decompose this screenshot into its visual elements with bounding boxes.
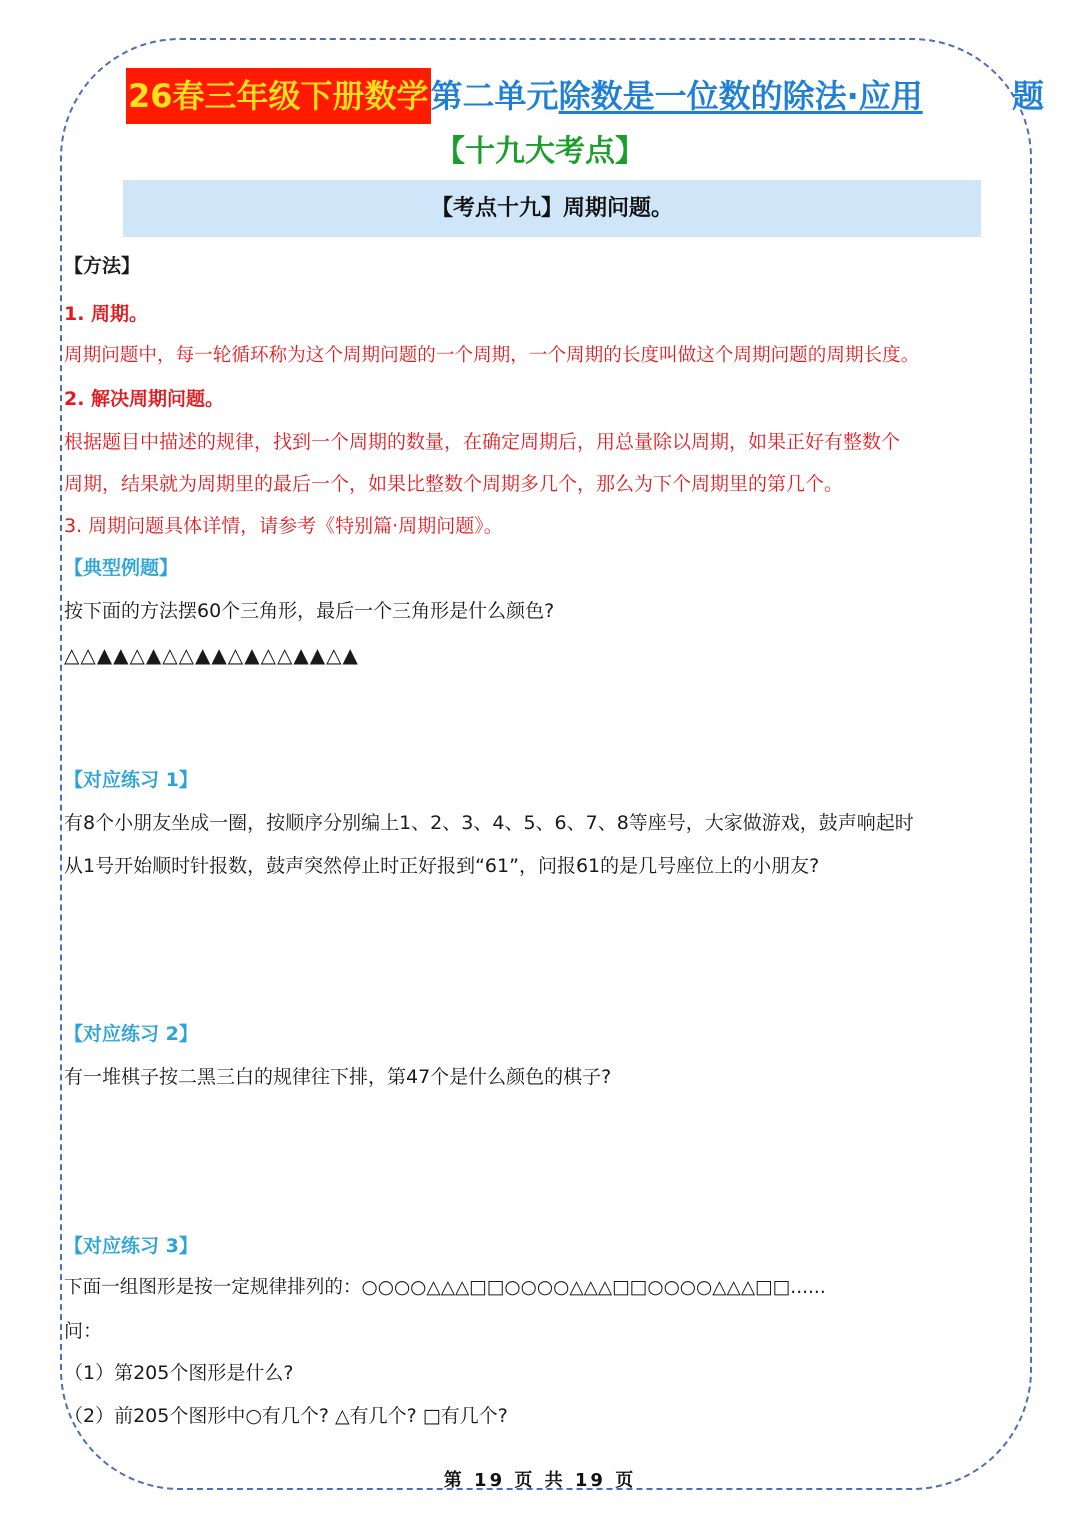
title-unit: 第二单元 xyxy=(430,77,559,115)
method-heading: 【方法】 xyxy=(64,255,141,277)
topic-banner: 【考点十九】周期问题。 xyxy=(123,180,981,237)
page-title xyxy=(126,68,1050,124)
method-item1-title: 1. 周期。 xyxy=(64,303,149,325)
practice3-q1: （1）第205个图形是什么? xyxy=(64,1362,294,1384)
practice3-line2: 问： xyxy=(64,1320,103,1342)
triangle-pattern: △△▲▲△▲△△▲▲△▲△△▲▲△▲ xyxy=(64,643,359,667)
example-question: 按下面的方法摆60个三角形，最后一个三角形是什么颜色? xyxy=(64,600,555,622)
title-end: 题 xyxy=(1011,77,1044,115)
subtitle: 【十九大考点】 xyxy=(435,134,645,169)
practice3-heading: 【对应练习 3】 xyxy=(64,1235,198,1257)
method-item2-text-line1: 根据题目中描述的规律，找到一个周期的数量，在确定周期后，用总量除以周期，如果正好有整数个 xyxy=(64,431,901,453)
title-grade: 26春三年级下册数学 xyxy=(126,68,431,124)
method-item2-text-line2: 周期，结果就为周期里的最后一个，如果比整数个周期多几个，那么为下个周期里的第几个。 xyxy=(64,473,844,495)
practice2-heading: 【对应练习 2】 xyxy=(64,1023,198,1045)
title-topic: 除数是一位数的除法·应用 xyxy=(558,77,923,115)
page-number: 第 19 页 共 19 页 xyxy=(443,1470,637,1491)
practice1-heading: 【对应练习 1】 xyxy=(64,769,198,791)
practice1-line2: 从1号开始顺时针报数，鼓声突然停止时正好报到“61”，问报61的是几号座位上的小朋友? xyxy=(64,855,820,877)
example-heading: 【典型例题】 xyxy=(64,557,179,579)
practice2-line1: 有一堆棋子按二黑三白的规律往下排，第47个是什么颜色的棋子? xyxy=(64,1066,612,1088)
practice3-line1: 下面一组图形是按一定规律排列的：○○○○△△△□□○○○○△△△□□○○○○△△△□□...... xyxy=(64,1277,826,1298)
method-item1-text: 周期问题中，每一轮循环称为这个周期问题的一个周期，一个周期的长度叫做这个周期问题的周期长度。 xyxy=(64,345,920,366)
method-item3: 3. 周期问题具体详情，请参考《特别篇·周期问题》。 xyxy=(64,515,503,537)
practice1-line1: 有8个小朋友坐成一圈，按顺序分别编上1、2、3、4、5、6、7、8等座号，大家做游戏，鼓声响起时 xyxy=(64,812,914,834)
method-item2-title: 2. 解决周期问题。 xyxy=(64,388,225,410)
practice3-q2: （2）前205个图形中○有几个? △有几个? □有几个? xyxy=(64,1405,508,1427)
